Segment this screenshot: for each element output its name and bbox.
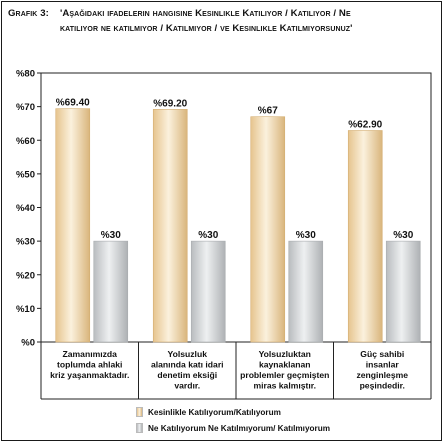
data-label: %30 <box>198 230 219 242</box>
legend-item-series-2 <box>136 420 330 436</box>
bar <box>289 241 323 342</box>
data-label: %30 <box>393 230 414 242</box>
x-tick-label: Güç sahibi insanlar zenginleşme peşindedir. <box>356 349 409 391</box>
y-tick-label: %70 <box>15 102 35 114</box>
bar <box>191 241 225 342</box>
figure-title-text: 'Aşağıdaki ifadelerin hangisine Kesinlikle Katılıyor / Katılıyor / Ne katılıyor ne katılmıyor / Katılmıyor / ve Kesinlikle Katılmıyorsunuz' <box>60 8 353 34</box>
y-tick-label: %30 <box>15 236 35 248</box>
data-label: %30 <box>100 230 121 242</box>
bar <box>56 109 90 342</box>
figure-label: Grafik 3: <box>8 8 49 19</box>
legend-label-series-2: Ne Katılıyorum Ne Katılmıyorum/ Katılmıyorum <box>148 423 330 433</box>
bar <box>386 241 420 342</box>
y-tick-label: %10 <box>15 303 35 315</box>
y-tick-label: %40 <box>15 203 35 214</box>
y-tick-label: %20 <box>15 270 35 282</box>
x-tick-label: Yolsuzluktan kaynaklanan problemler geçmişten miras kalmıştır. <box>240 349 330 391</box>
data-label: %69.20 <box>153 98 188 110</box>
legend-item-series-1 <box>136 404 330 420</box>
bar <box>94 241 128 342</box>
legend-label-series-1: Kesinlikle Katılıyorum/Katılıyorum <box>148 407 281 417</box>
x-tick-label: Zamanımızda toplumda ahlaki kriz yaşanmaktadır. <box>50 349 130 380</box>
data-label: %62.90 <box>348 119 383 131</box>
legend-swatch-series-2 <box>136 423 143 433</box>
y-tick-label: %60 <box>15 135 35 147</box>
bar <box>153 109 187 342</box>
legend-swatch-series-1 <box>136 407 143 417</box>
y-tick-label: %0 <box>21 337 35 349</box>
y-tick-label: %50 <box>15 169 35 181</box>
data-label: %67 <box>257 105 278 117</box>
data-label: %69.40 <box>55 97 90 109</box>
x-tick-label: Yolsuzluk alanında katı idari denetim eksiği vardır. <box>150 349 224 391</box>
y-tick-label: %80 <box>15 68 35 80</box>
bar <box>251 117 285 342</box>
data-label: %30 <box>295 230 316 242</box>
bar <box>348 130 382 342</box>
legend <box>136 404 330 436</box>
